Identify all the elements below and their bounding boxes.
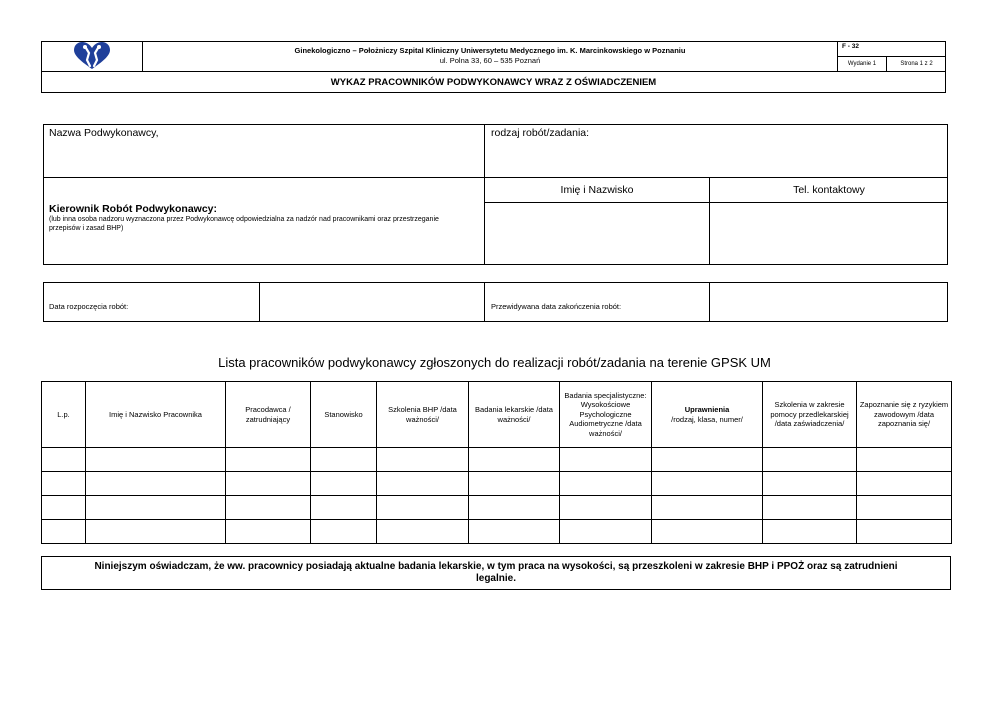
manager-name-field[interactable] (485, 203, 710, 265)
table-cell[interactable] (42, 448, 86, 472)
table-cell[interactable] (226, 520, 311, 544)
table-cell[interactable] (226, 496, 311, 520)
table-cell[interactable] (560, 448, 652, 472)
table-cell[interactable] (226, 472, 311, 496)
start-date-label: Data rozpoczęcia robót: (49, 302, 129, 311)
edition-cell (838, 57, 887, 72)
col-position: Stanowisko (311, 382, 377, 448)
col-medical-exams: Badania lekarskie /data ważności/ (469, 382, 560, 448)
form-code (838, 41, 946, 57)
contractor-name-label: Nazwa Podwykonawcy, (49, 127, 159, 139)
table-row (42, 448, 952, 472)
manager-phone-field[interactable] (710, 203, 948, 265)
page-number-cell (887, 57, 946, 72)
contractor-name-field[interactable] (43, 124, 485, 178)
col-first-aid-training: Szkolenia w zakresie pomocy przedlekarskiej /data zaświadczenia/ (763, 382, 857, 448)
work-scope-field[interactable] (485, 124, 948, 178)
document-title-text: WYKAZ PRACOWNIKÓW PODWYKONAWCY WRAZ Z OŚWIADCZENIEM (330, 77, 657, 88)
work-scope-label: rodzaj robót/zadania: (491, 127, 590, 139)
workers-table-header (42, 382, 952, 448)
table-cell[interactable] (377, 520, 469, 544)
form-code-text: F - 32 (842, 43, 859, 50)
workers-list-heading (41, 354, 948, 370)
col-qualifications-note: /rodzaj, klasa, numer/ (671, 414, 743, 424)
table-cell[interactable] (86, 448, 226, 472)
table-cell[interactable] (763, 496, 857, 520)
table-cell[interactable] (226, 448, 311, 472)
table-cell[interactable] (857, 520, 952, 544)
table-cell[interactable] (311, 520, 377, 544)
table-cell[interactable] (469, 448, 560, 472)
declaration-box (41, 556, 951, 590)
hospital-address: ul. Polna 33, 60 – 535 Poznań (439, 56, 541, 65)
header-hospital-cell (143, 41, 838, 72)
declaration-text: Niniejszym oświadczam, że ww. pracownicy posiadają aktualne badania lekarskie, w tym praca na wysokości, są przeszkoleni w zakresie BHP i PPOŻ oraz są zatrudnieni legalnie. (94, 561, 898, 584)
header-logo-cell (41, 41, 143, 72)
table-cell[interactable] (42, 520, 86, 544)
table-cell[interactable] (377, 496, 469, 520)
table-cell[interactable] (763, 472, 857, 496)
hospital-name: Ginekologiczno – Położniczy Szpital Kliniczny Uniwersytetu Medycznego im. K. Marcinkowskiego w Poznaniu (294, 46, 686, 55)
col-qualifications (652, 382, 763, 448)
start-date-field[interactable] (260, 282, 485, 322)
table-row (42, 520, 952, 544)
col-bhp-training: Szkolenia BHP /data ważności/ (377, 382, 469, 448)
table-cell[interactable] (857, 496, 952, 520)
workers-table (41, 381, 952, 544)
document-title (41, 72, 946, 93)
col-employer: Pracodawca / zatrudniający (226, 382, 311, 448)
table-cell[interactable] (311, 472, 377, 496)
table-row (42, 496, 952, 520)
edition-text: Wydanie 1 (847, 61, 877, 67)
start-date-label-cell (43, 282, 260, 322)
workers-list-heading-text: Lista pracowników podwykonawcy zgłoszonych do realizacji robót/zadania na terenie GPSK UM (218, 354, 771, 370)
table-cell[interactable] (652, 520, 763, 544)
manager-note: (lub inna osoba nadzoru wyznaczona przez Podwykonawcę odpowiedzialna za nadzór nad pracownikami oraz przestrzeganie przepisów i zasad BHP) (49, 216, 439, 232)
table-cell[interactable] (469, 496, 560, 520)
table-cell[interactable] (42, 472, 86, 496)
table-cell[interactable] (763, 520, 857, 544)
page-number-text: Strona 1 z 2 (900, 61, 933, 67)
table-cell[interactable] (469, 520, 560, 544)
manager-name-header (485, 178, 710, 203)
table-cell[interactable] (857, 472, 952, 496)
col-risk-awareness: Zapoznanie się z ryzykiem zawodowym /data zapoznania się/ (857, 382, 952, 448)
table-cell[interactable] (86, 496, 226, 520)
table-cell[interactable] (86, 520, 226, 544)
table-row (42, 472, 952, 496)
manager-phone-header-text: Tel. kontaktowy (793, 184, 865, 196)
col-qualifications-title: Uprawnienia (684, 405, 730, 414)
table-cell[interactable] (469, 472, 560, 496)
end-date-label-cell (485, 282, 710, 322)
table-cell[interactable] (652, 472, 763, 496)
table-cell[interactable] (857, 448, 952, 472)
manager-label: Kierownik Robót Podwykonawcy: (49, 203, 218, 215)
table-cell[interactable] (377, 448, 469, 472)
table-cell[interactable] (652, 448, 763, 472)
end-date-field[interactable] (710, 282, 948, 322)
manager-name-header-text: Imię i Nazwisko (560, 184, 634, 196)
manager-cell (43, 178, 485, 265)
table-cell[interactable] (86, 472, 226, 496)
table-cell[interactable] (311, 496, 377, 520)
table-cell[interactable] (560, 520, 652, 544)
manager-phone-header (710, 178, 948, 203)
table-cell[interactable] (311, 448, 377, 472)
table-cell[interactable] (377, 472, 469, 496)
col-specialist-exams: Badania specjalistyczne: Wysokościowe Psychologiczne Audiometryczne /data ważności/ (560, 382, 652, 448)
table-cell[interactable] (763, 448, 857, 472)
end-date-label: Przewidywana data zakończenia robót: (491, 302, 622, 311)
table-cell[interactable] (652, 496, 763, 520)
hospital-logo-icon (72, 42, 112, 70)
col-worker-name: Imię i Nazwisko Pracownika (86, 382, 226, 448)
table-cell[interactable] (42, 496, 86, 520)
col-lp: L.p. (42, 382, 86, 448)
table-cell[interactable] (560, 496, 652, 520)
table-cell[interactable] (560, 472, 652, 496)
